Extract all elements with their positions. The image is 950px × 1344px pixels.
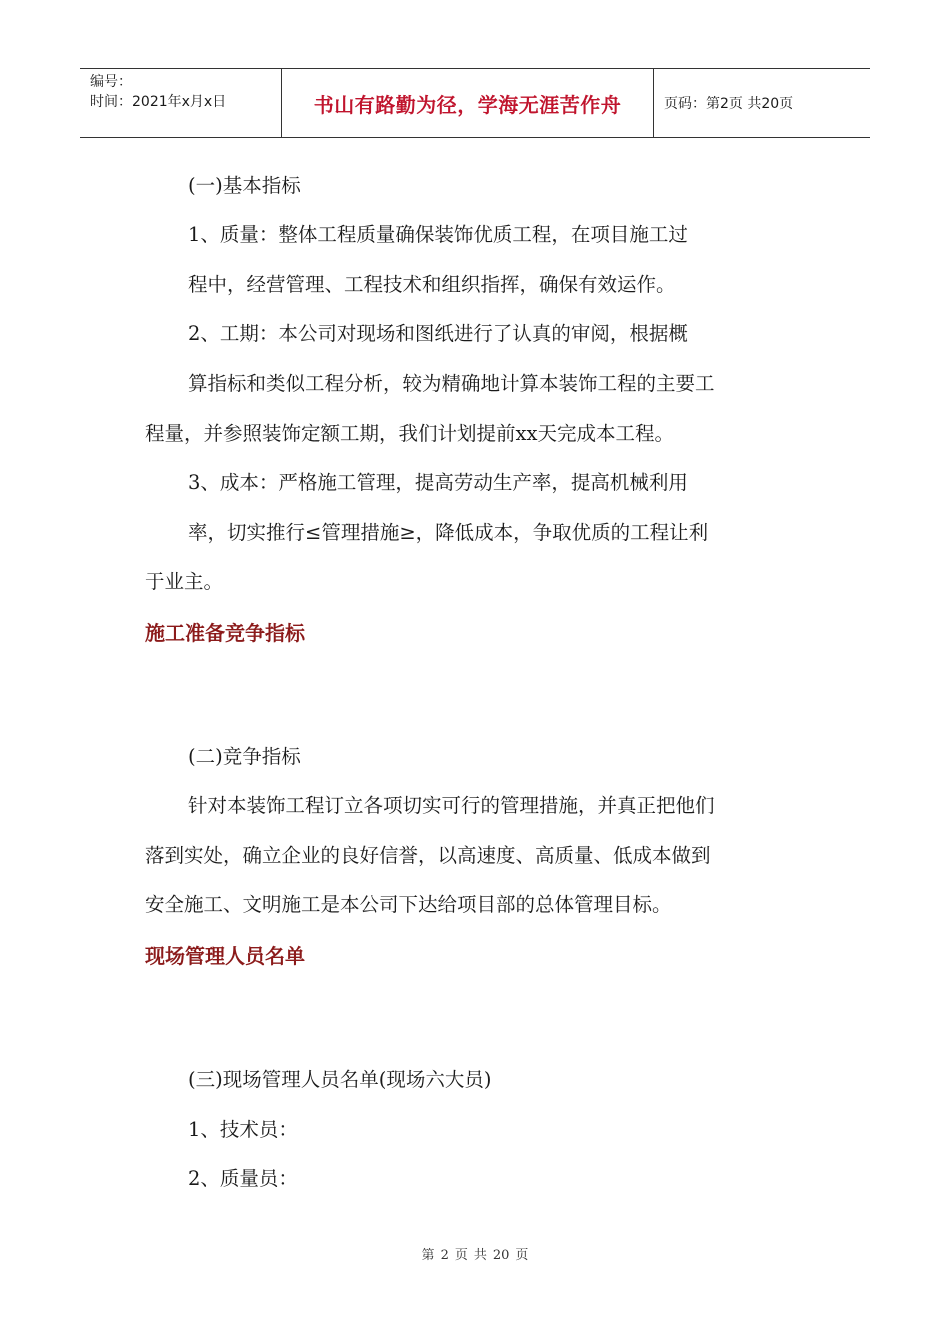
footer-page-number: 2 [440,1248,449,1263]
list-item: 2、质量员： [188,1167,298,1190]
header-meta-cell [80,69,282,137]
paragraph-line: 针对本装饰工程订立各项切实可行的管理措施，并真正把他们 [188,794,715,817]
paragraph-line: 安全施工、文明施工是本公司下达给项目部的总体管理目标。 [145,893,672,916]
paragraph-line: 程中，经营管理、工程技术和组织指挥，确保有效运作。 [188,273,676,296]
footer-text: 第 [421,1248,435,1263]
page-info: 页码：第2页 共20页 [664,96,794,112]
footer-text: 页 [454,1248,468,1263]
header-motto-cell [282,69,654,137]
paragraph-line: 算指标和类似工程分析，较为精确地计算本装饰工程的主要工 [188,372,715,395]
footer-text: 页 [515,1248,529,1263]
motto: 书山有路勤为径，学海无涯苦作舟 [313,93,622,117]
header-page-cell [654,69,870,137]
date-line: 时间：2021年x月x日 [90,94,227,110]
paragraph-line: 3、成本：严格施工管理，提高劳动生产率，提高机械利用 [188,471,688,494]
page-footer [0,1244,950,1263]
document-header [80,68,870,138]
paragraph-line: 程量，并参照装饰定额工期，我们计划提前xx天完成本工程。 [145,422,674,445]
paragraph-line: 2、工期：本公司对现场和图纸进行了认真的审阅，根据概 [188,322,688,345]
paragraph-line: 于业主。 [145,570,224,593]
subheading-competition-indicators: (二)竞争指标 [188,745,301,768]
section-heading-staff-list: 现场管理人员名单 [145,944,305,968]
serial-number-label: 编号： [90,74,132,90]
paragraph-line: 率，切实推行≤管理措施≥，降低成本，争取优质的工程让利 [188,521,709,544]
subheading-basic-indicators: (一)基本指标 [188,174,301,197]
subheading-staff-list: (三)现场管理人员名单(现场六大员) [188,1068,492,1091]
paragraph-line: 1、质量：整体工程质量确保装饰优质工程，在项目施工过 [188,223,688,246]
list-item: 1、技术员： [188,1118,298,1141]
paragraph-line: 落到实处，确立企业的良好信誉，以高速度、高质量、低成本做到 [145,844,711,867]
footer-total-pages: 20 [492,1248,510,1263]
section-heading-preparation: 施工准备竞争指标 [145,621,305,645]
footer-text: 共 [473,1248,487,1263]
